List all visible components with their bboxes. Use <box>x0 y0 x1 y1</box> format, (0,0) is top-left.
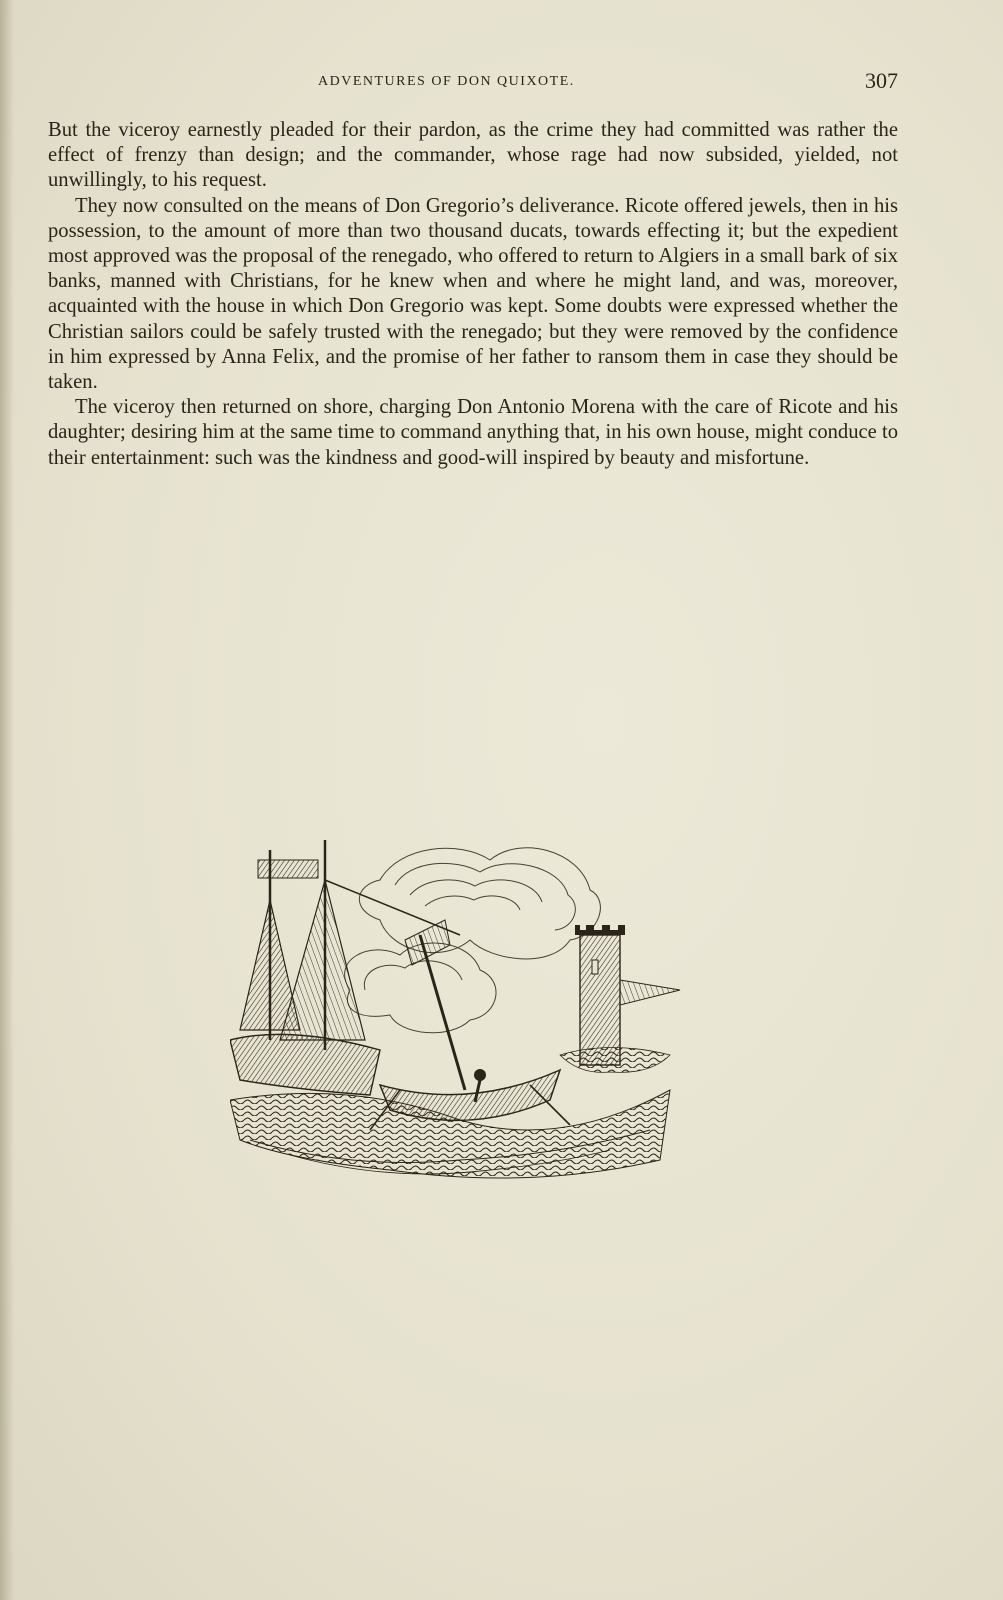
engraving-svg <box>230 840 700 1180</box>
tower-shape <box>575 925 680 1065</box>
running-head: ADVENTURES OF DON QUIXOTE. <box>318 74 575 89</box>
paragraph-2: They now consulted on the means of Don Gregorio’s deliverance. Ricote offered jewels, then in his possession, to the amount of more than two thousand ducats, towards effecting it; but the expedient most approved was the proposal of the renegado, who offered to return to Algiers in a small bark of six banks, manned with Christians, for he knew when and where he might land, and was, moreover, acquainted with the house in which Don Gregorio was kept. Some doubts were expressed whether the Christian sailors could be safely trusted with the renegado; but they were removed by the confidence in him expressed by Anna Felix, and the promise of her father to ransom them in case they should be taken. <box>48 194 898 394</box>
page-header <box>48 70 898 100</box>
paragraph-3: The viceroy then returned on shore, charging Don Antonio Morena with the care of Ricote and his daughter; desiring him at the same time to command anything that, in his own house, might conduce to their entertainment: such was the kindness and good-will inspired by beauty and misfortune. <box>48 396 898 469</box>
paragraph-1: But the viceroy earnestly pleaded for their pardon, as the crime they had committed was rather the effect of frenzy than design; and the commander, whose rage had now subsided, yielded, not unwillingly, to his request. <box>48 119 898 192</box>
body-text <box>48 118 898 471</box>
page-gutter-shadow <box>0 0 14 1600</box>
page-number: 307 <box>865 68 898 93</box>
ship-battle-engraving-icon <box>230 840 700 1180</box>
left-ship-shape <box>230 840 460 1095</box>
